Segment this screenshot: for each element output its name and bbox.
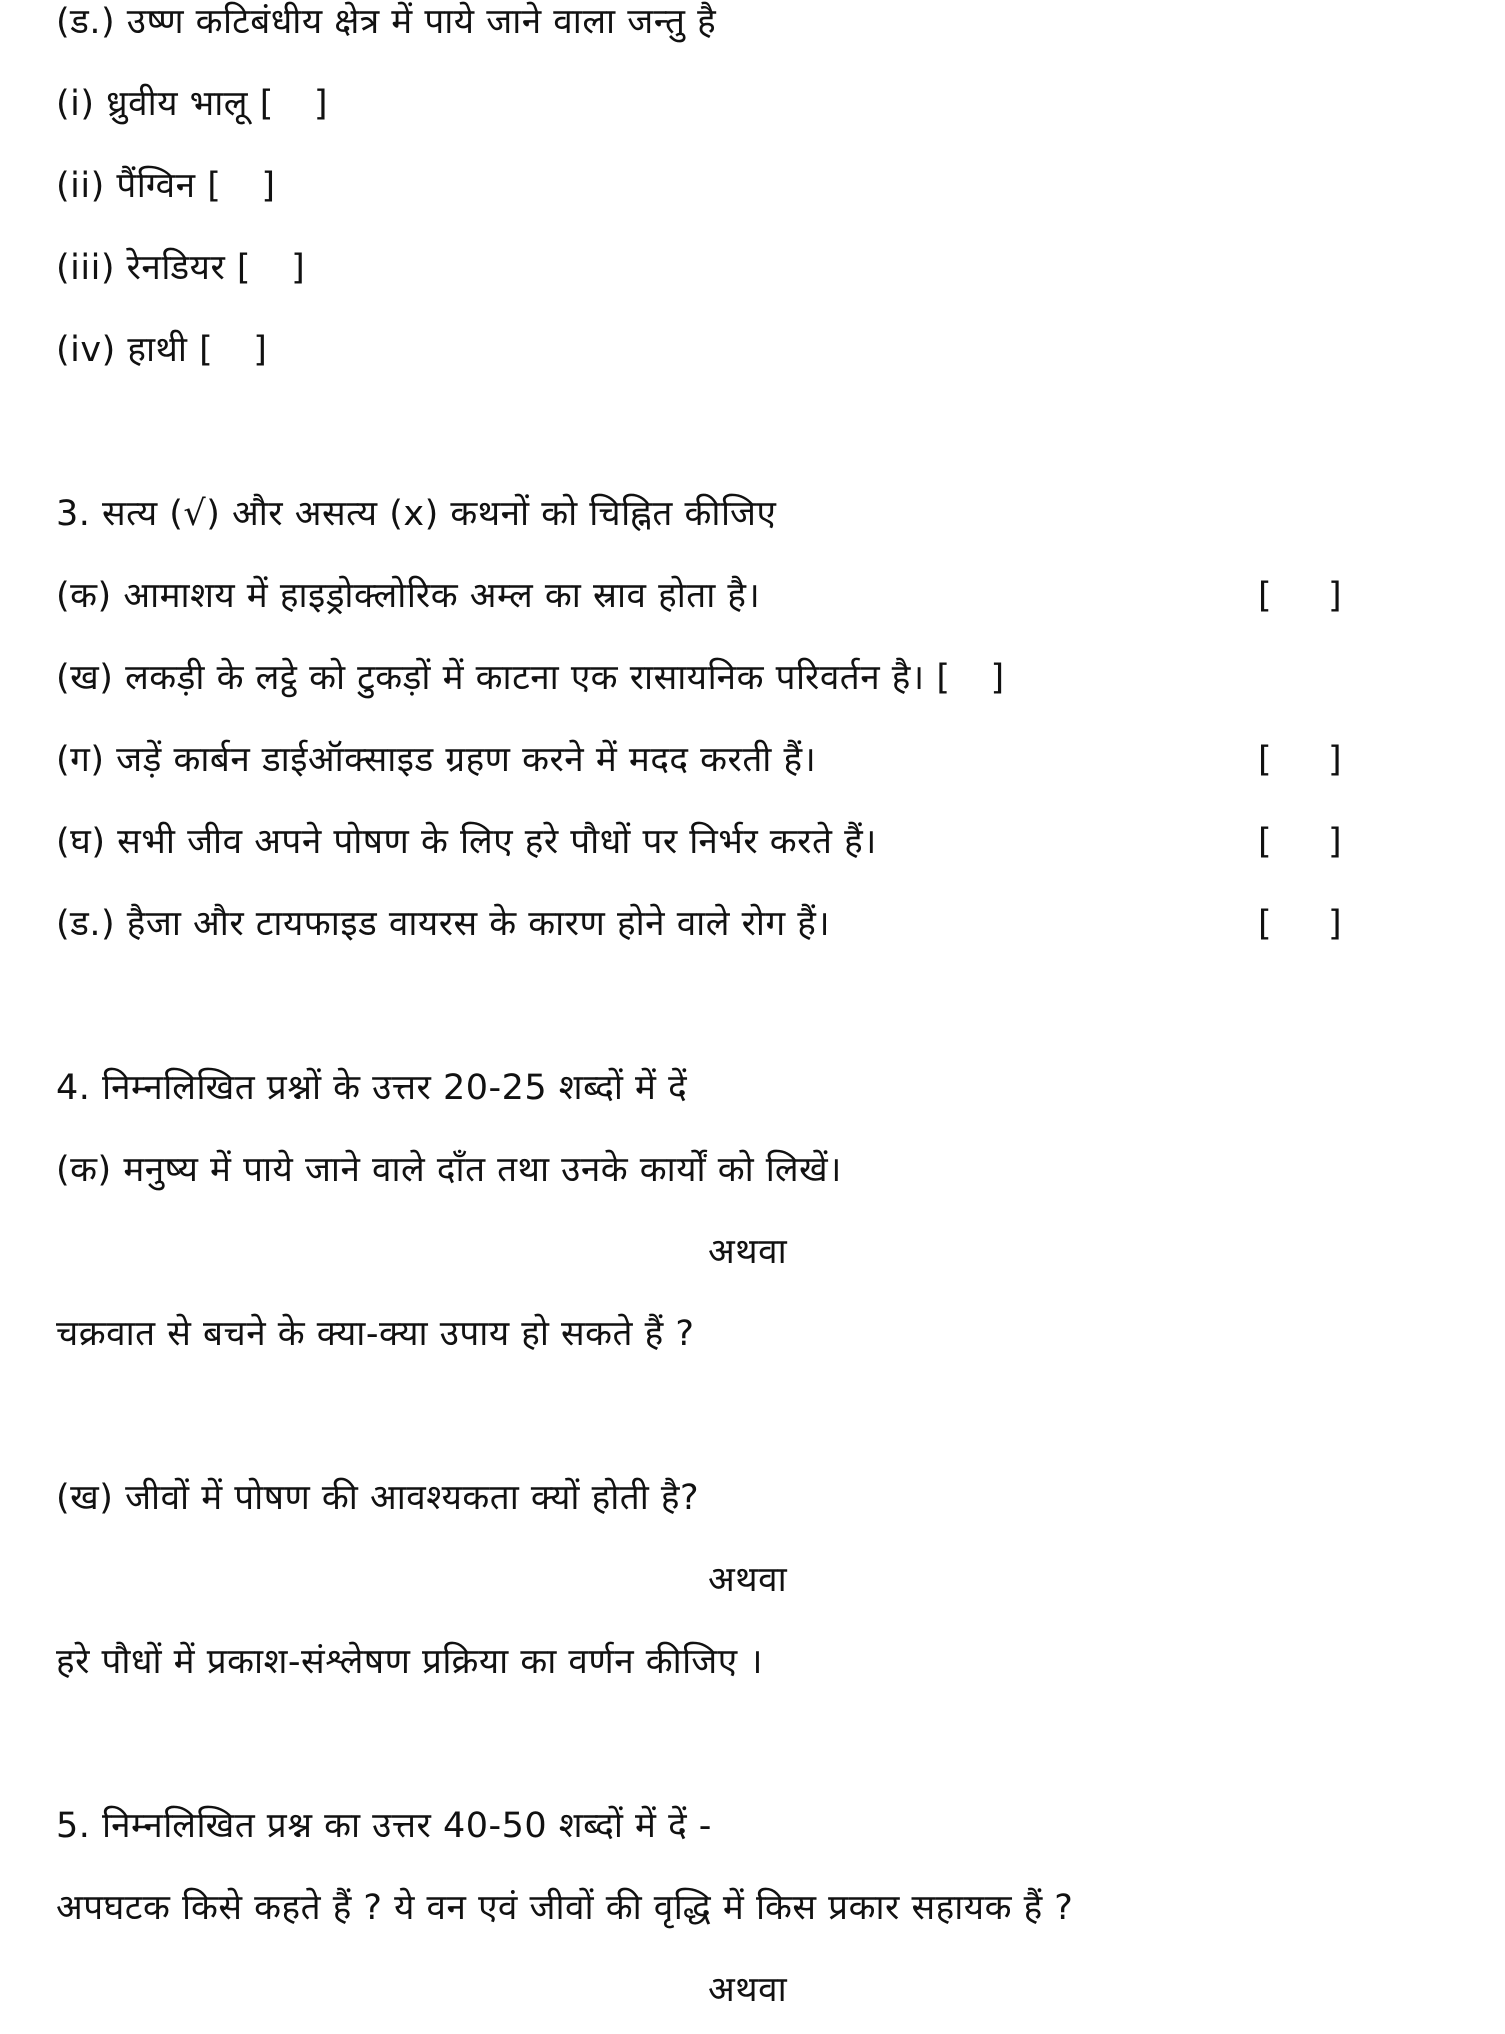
- answer-bracket-close[interactable]: ]: [313, 84, 328, 124]
- q5-or-label: अथवा: [708, 1970, 788, 2010]
- q4a-or-label: अथवा: [708, 1232, 788, 1272]
- answer-bracket-close[interactable]: ]: [291, 248, 306, 288]
- option-label: (i) ध्रुवीय भालू: [56, 84, 249, 124]
- option-label: (iv) हाथी: [56, 330, 188, 370]
- option-label: (ii) पैंग्विन: [56, 166, 196, 206]
- statement-text: (क) आमाशय में हाइड्रोक्लोरिक अम्ल का स्राव होता है।: [56, 576, 761, 616]
- q2e-option-1: [56, 82, 328, 126]
- statement-text: (ग) जड़ें कार्बन डाईऑक्साइड ग्रहण करने में मदद करती हैं।: [56, 740, 817, 780]
- answer-bracket-open[interactable]: [: [1258, 904, 1272, 944]
- q2e-option-2: [56, 164, 276, 208]
- answer-bracket-open[interactable]: [: [207, 166, 222, 206]
- option-label: (iii) रेनडियर: [56, 248, 226, 288]
- statement-text: (ड.) हैजा और टायफाइड वायरस के कारण होने वाले रोग हैं।: [56, 904, 831, 944]
- answer-bracket-close[interactable]: ]: [1328, 740, 1342, 780]
- q2e-question: (ड.) उष्ण कटिबंधीय क्षेत्र में पाये जाने वाला जन्तु है: [56, 2, 717, 42]
- q3-heading: 3. सत्य (√) और असत्य (x) कथनों को चिह्नित कीजिए: [56, 494, 777, 534]
- answer-bracket-close[interactable]: ]: [261, 166, 276, 206]
- q4a-question: (क) मनुष्य में पाये जाने वाले दाँत तथा उनके कार्यों को लिखें।: [56, 1150, 842, 1190]
- answer-bracket-open[interactable]: [: [259, 84, 274, 124]
- answer-bracket-close[interactable]: ]: [990, 658, 1005, 698]
- answer-bracket-open[interactable]: [: [236, 248, 252, 288]
- q5-heading: 5. निम्नलिखित प्रश्न का उत्तर 40-50 शब्दों में दें -: [56, 1806, 712, 1846]
- q4b-alternative-question: हरे पौधों में प्रकाश-संश्लेषण प्रक्रिया का वर्णन कीजिए ।: [56, 1642, 763, 1682]
- answer-bracket-close[interactable]: ]: [1328, 576, 1342, 616]
- answer-bracket-open[interactable]: [: [1258, 740, 1272, 780]
- statement-text: (घ) सभी जीव अपने पोषण के लिए हरे पौधों पर निर्भर करते हैं।: [56, 822, 877, 862]
- answer-bracket-close[interactable]: ]: [1328, 904, 1342, 944]
- q4b-question: (ख) जीवों में पोषण की आवश्यकता क्यों होती है?: [56, 1478, 700, 1518]
- q2e-option-4: [56, 328, 267, 372]
- q4-heading: 4. निम्नलिखित प्रश्नों के उत्तर 20-25 शब्दों में दें: [56, 1068, 688, 1108]
- q4b-or-label: अथवा: [708, 1560, 788, 1600]
- answer-bracket-open[interactable]: [: [936, 658, 951, 698]
- answer-bracket-close[interactable]: ]: [253, 330, 268, 370]
- q4a-alternative-question: चक्रवात से बचने के क्या-क्या उपाय हो सकते हैं ?: [56, 1314, 695, 1354]
- answer-bracket-open[interactable]: [: [1258, 822, 1272, 862]
- answer-bracket-close[interactable]: ]: [1328, 822, 1342, 862]
- answer-bracket-open[interactable]: [: [199, 330, 214, 370]
- answer-bracket-open[interactable]: [: [1258, 576, 1272, 616]
- q5-question: अपघटक किसे कहते हैं ? ये वन एवं जीवों की वृद्धि में किस प्रकार सहायक हैं ?: [56, 1888, 1074, 1928]
- q2e-option-3: [56, 246, 305, 290]
- statement-text: (ख) लकड़ी के लट्ठे को टुकड़ों में काटना एक रासायनिक परिवर्तन है।: [56, 658, 925, 698]
